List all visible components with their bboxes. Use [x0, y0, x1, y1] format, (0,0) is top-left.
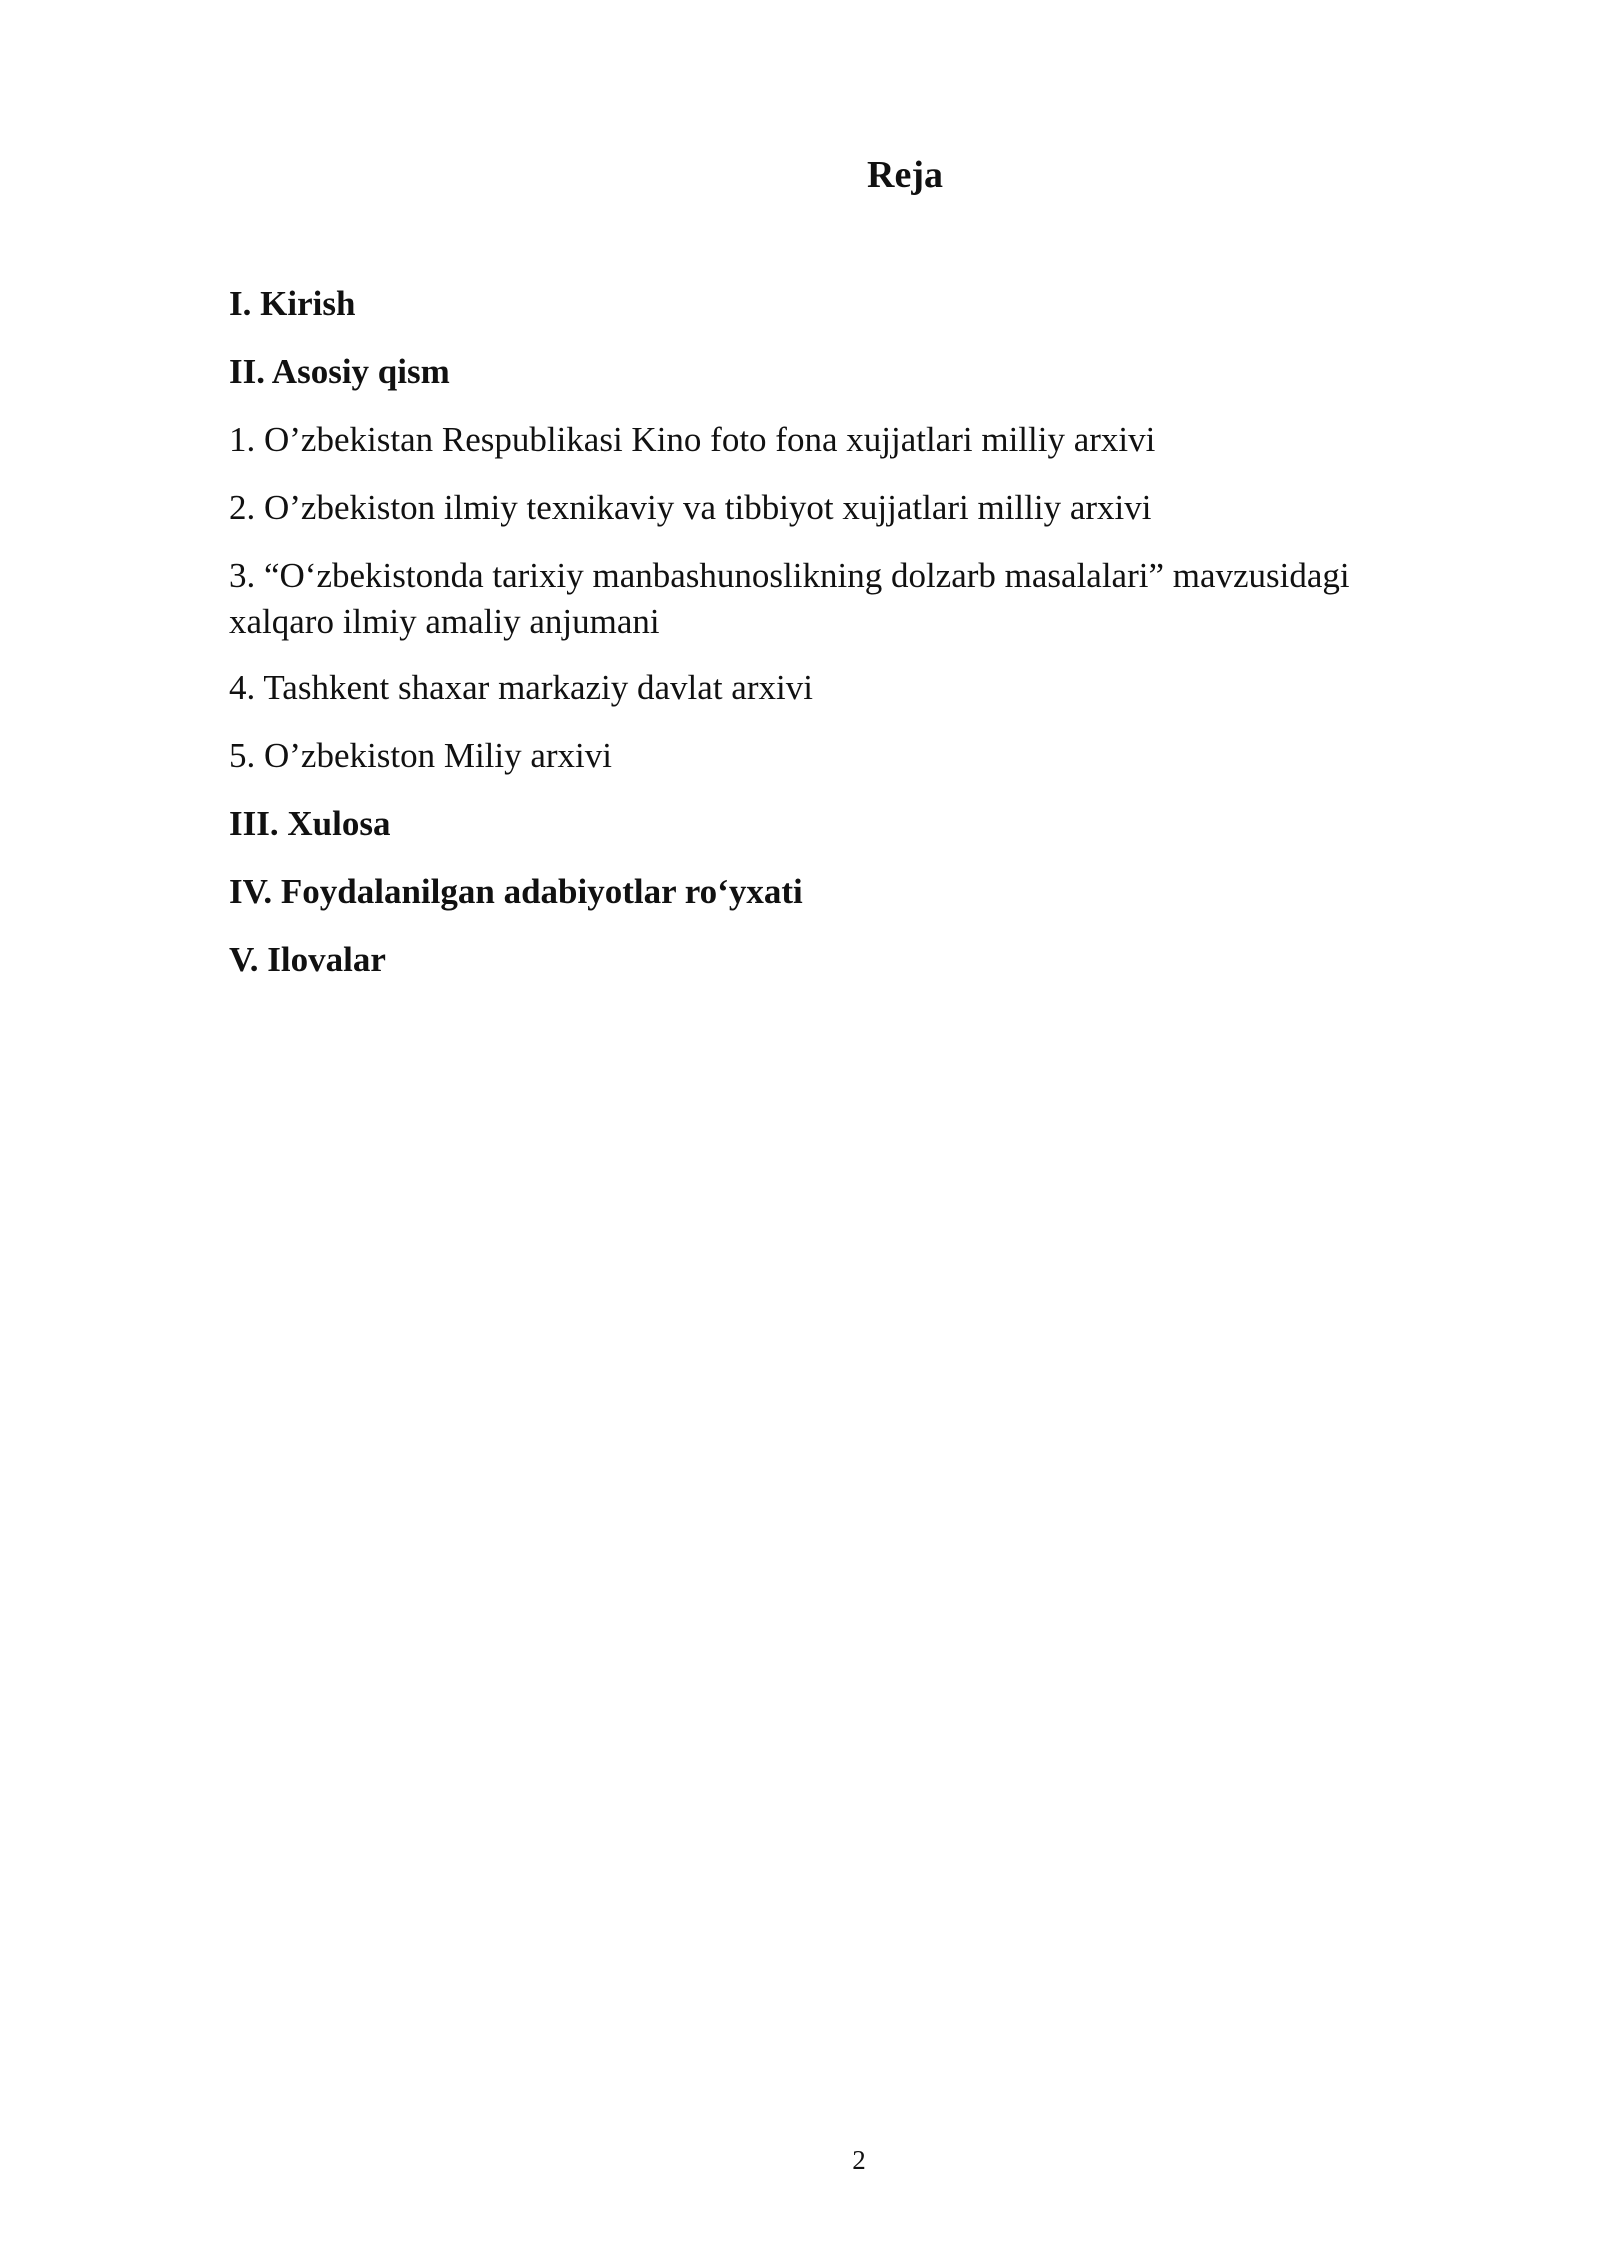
toc-item-kirish: I. Kirish — [229, 284, 356, 323]
toc-item-4: 4. Tashkent shaxar markaziy davlat arxivi — [229, 668, 813, 707]
table-of-contents — [229, 281, 1449, 1005]
toc-item-5: 5. O’zbekiston Miliy arxivi — [229, 736, 613, 775]
toc-item-1: 1. O’zbekistan Respublikasi Kino foto fona xujjatlari milliy arxivi — [229, 420, 1156, 459]
toc-item-3: 3. “O‘zbekistonda tarixiy manbashunoslikning dolzarb masalalari” mavzusidagi xalqaro ilmiy amaliy anjumani — [229, 556, 1350, 641]
toc-item-asosiy-qism: II. Asosiy qism — [229, 352, 450, 391]
toc-item-2: 2. O’zbekiston ilmiy texnikaviy va tibbiyot xujjatlari milliy arxivi — [229, 488, 1152, 527]
toc-item-adabiyotlar: IV. Foydalanilgan adabiyotlar ro‘yxati — [229, 872, 803, 911]
page-number-block — [0, 2140, 1600, 2180]
toc-item-xulosa: III. Xulosa — [229, 804, 391, 843]
toc-item-ilovalar: V. Ilovalar — [229, 940, 386, 979]
page-number: 2 — [852, 2145, 866, 2175]
title-block — [0, 150, 1600, 200]
page-title: Reja — [867, 154, 943, 196]
